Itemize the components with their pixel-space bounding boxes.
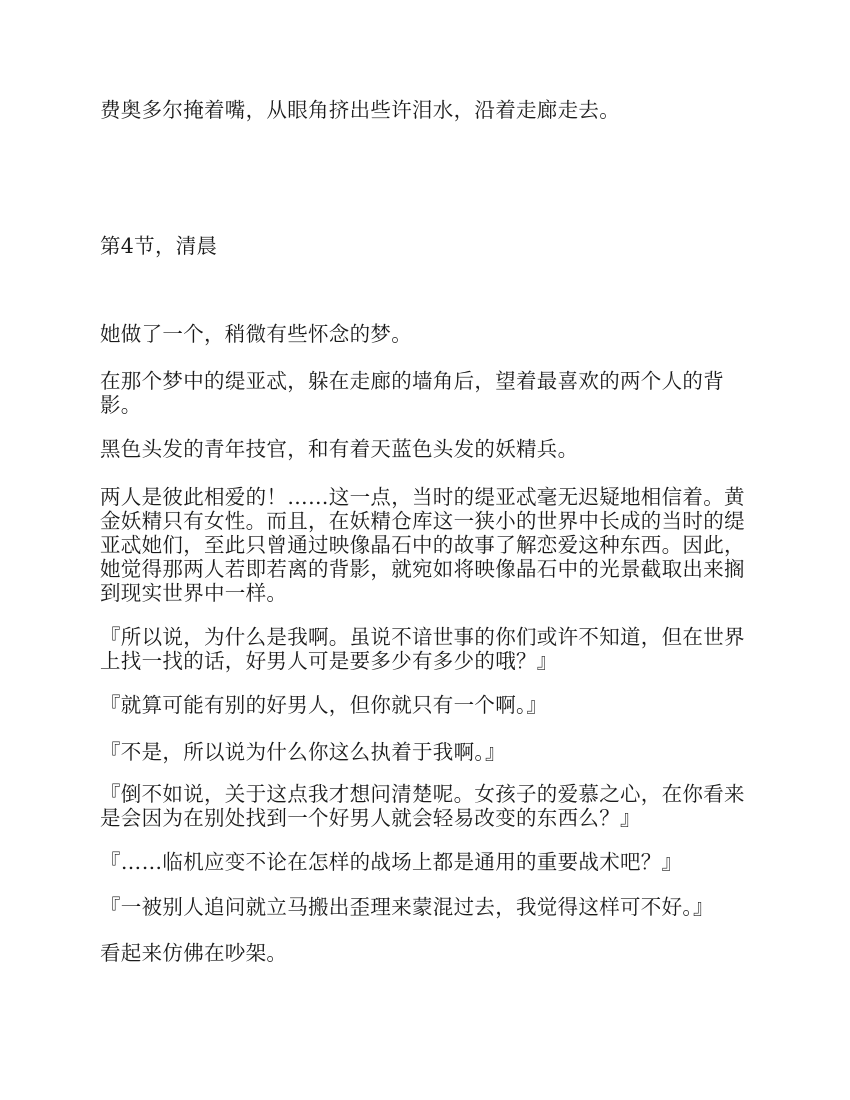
dialogue-excuses: 『一被别人追问就立马搬出歪理来蒙混过去，我觉得这样可不好。』 <box>100 895 714 919</box>
paragraph-two-people: 黑色头发的青年技官，和有着天蓝色头发的妖精兵。 <box>100 437 579 461</box>
paragraph-dream: 她做了一个，稍微有些怀念的梦。 <box>100 322 412 346</box>
paragraph-quarrel: 看起来仿佛在吵架。 <box>100 941 288 965</box>
dialogue-adapt-tactics: 『……临机应变不论在怎样的战场上都是通用的重要战术吧？』 <box>100 850 683 874</box>
section-heading: 第4节，清晨 <box>100 234 218 258</box>
paragraph-fyodor-leaves: 费奥多尔掩着嘴，从眼角挤出些许泪水，沿着走廊走去。 <box>100 98 620 122</box>
dialogue-why-me: 『所以说，为什么是我啊。虽说不谙世事的你们或许不知道，但在世界上找一找的话，好男人可是要多少有多少的哦？』 <box>100 625 745 673</box>
dialogue-only-one: 『就算可能有别的好男人，但你就只有一个啊。』 <box>100 693 548 717</box>
dialogue-girls-heart: 『倒不如说，关于这点我才想问清楚呢。女孩子的爱慕之心，在你看来是会因为在别处找到一个好男人就会轻易改变的东西么？』 <box>100 782 745 830</box>
dialogue-why-obsessed: 『不是，所以说为什么你这么执着于我啊。』 <box>100 740 506 764</box>
paragraph-tiat-hiding: 在那个梦中的缇亚忒，躲在走廊的墙角后，望着最喜欢的两个人的背影。 <box>100 369 724 417</box>
paragraph-love-belief: 两人是彼此相爱的！……这一点，当时的缇亚忒毫无迟疑地相信着。黄金妖精只有女性。而且，在妖精仓库这一狭小的世界中长成的当时的缇亚忒她们，至此只曾通过映像晶石中的故事了解恋爱这种东西。因此，她觉得那两人若即若离的背影，就宛如将映像晶石中的光景截取出来搁到现实世界中一样。 <box>100 485 745 605</box>
